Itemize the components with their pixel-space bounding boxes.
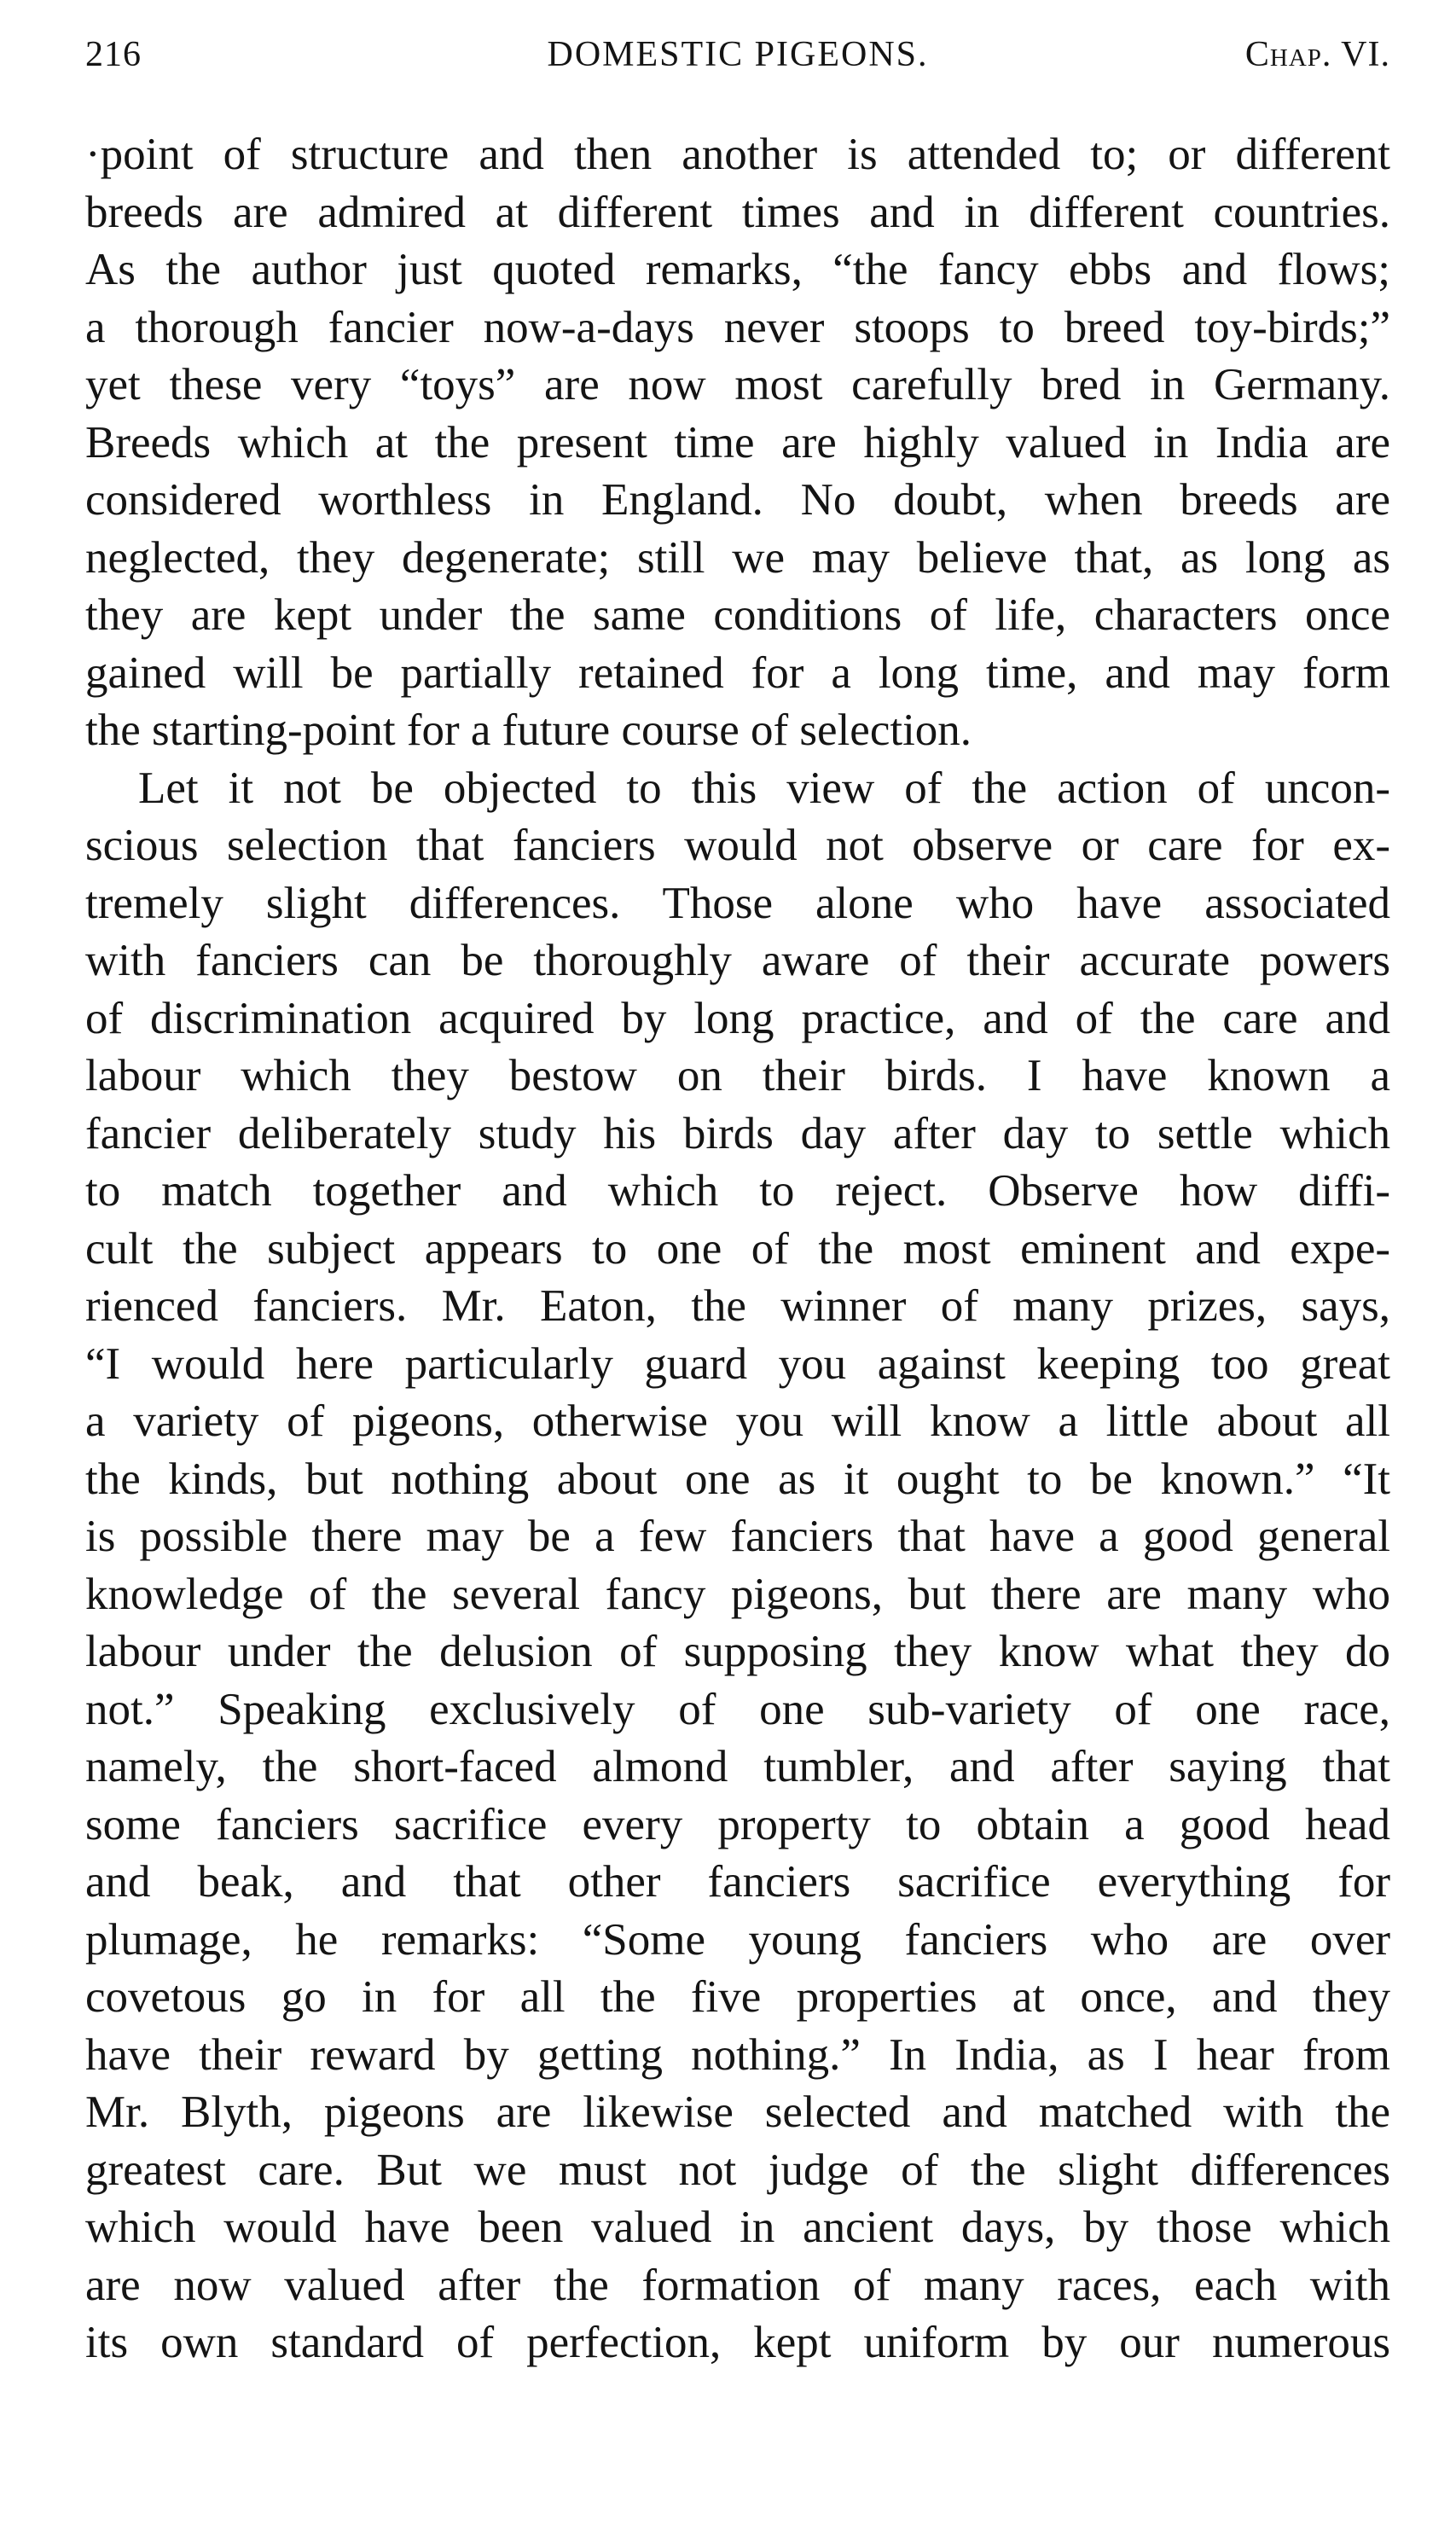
text-line: scious selection that fanciers would not observe or care for ex- (85, 821, 1390, 870)
text-line: not.” Speaking exclusively of one sub-variety of one race, (85, 1684, 1390, 1734)
text-line: the kinds, but nothing about one as it ought to be known.” “It (85, 1454, 1390, 1504)
text-line: a thorough fancier now-a-days never stoops to breed toy-birds;” (85, 302, 1390, 352)
text-line: have their reward by getting nothing.” In India, as I hear from (85, 2029, 1390, 2080)
text-line: ·point of structure and then another is attended to; or different (85, 130, 1390, 179)
text-line: with fanciers can be thoroughly aware of their accurate powers (85, 936, 1390, 985)
paragraph (85, 126, 1390, 760)
text-line: are now valued after the formation of many races, each with (85, 2260, 1390, 2310)
text-line: labour under the delusion of supposing they know what they do (85, 1627, 1390, 1676)
text-line: of discrimination acquired by long practice, and of the care and (85, 993, 1390, 1043)
text-line: fancier deliberately study his birds day after day to settle which (85, 1108, 1390, 1158)
text-line: is possible there may be a few fanciers that have a good general (85, 1512, 1390, 1561)
text-line: a variety of pigeons, otherwise you will know a little about all (85, 1396, 1390, 1446)
text-line: Mr. Blyth, pigeons are likewise selected and matched with the (85, 2087, 1390, 2137)
running-title: DOMESTIC PIGEONS. (547, 35, 929, 74)
text-line: cult the subject appears to one of the most eminent and expe- (85, 1223, 1390, 1274)
page-number: 216 (85, 35, 142, 74)
text-line: some fanciers sacrifice every property to obtain a good head (85, 1799, 1390, 1849)
text-line: considered worthless in England. No doubt, when breeds are (85, 475, 1390, 525)
chapter-label: Chap. VI. (1244, 35, 1390, 74)
text-line: tremely slight differences. Those alone who have associated (85, 878, 1390, 928)
text-line: Let it not be objected to this view of the action of uncon- (138, 763, 1390, 813)
text-line: yet these very “toys” are now most carefully bred in Germany. (85, 360, 1390, 409)
text-line: neglected, they degenerate; still we may believe that, as long as (85, 532, 1390, 583)
text-line: plumage, he remarks: “Some young fanciers who are over (85, 1914, 1390, 1965)
text-line: “I would here particularly guard you against keeping too great (85, 1338, 1390, 1389)
text-line: they are kept under the same conditions of life, characters once (85, 590, 1390, 640)
text-line: the starting-point for a future course of selection. (85, 705, 972, 755)
paragraph (85, 760, 1390, 2372)
text-line: labour which they bestow on their birds. I have known a (85, 1051, 1390, 1100)
text-line: knowledge of the several fancy pigeons, but there are many who (85, 1569, 1390, 1619)
text-line: namely, the short-faced almond tumbler, and after saying that (85, 1742, 1390, 1791)
text-line: covetous go in for all the five properties at once, and they (85, 1972, 1390, 2022)
text-line: and beak, and that other fanciers sacrifice everything for (85, 1857, 1390, 1907)
text-line: gained will be partially retained for a long time, and may form (85, 647, 1390, 698)
text-line: As the author just quoted remarks, “the fancy ebbs and flows; (85, 245, 1390, 294)
text-line: its own standard of perfection, kept uniform by our numerous (85, 2318, 1390, 2367)
text-line: to match together and which to reject. Observe how diffi- (85, 1166, 1390, 1216)
text-line: breeds are admired at different times and in different countries. (85, 187, 1390, 237)
text-line: greatest care. But we must not judge of the slight differences (85, 2145, 1390, 2195)
text-line: rienced fanciers. Mr. Eaton, the winner of many prizes, says, (85, 1281, 1390, 1331)
body-text (85, 126, 1390, 2372)
text-line: which would have been valued in ancient days, by those which (85, 2203, 1390, 2252)
text-line: Breeds which at the present time are highly valued in India are (85, 417, 1390, 467)
page-header (85, 34, 1390, 85)
